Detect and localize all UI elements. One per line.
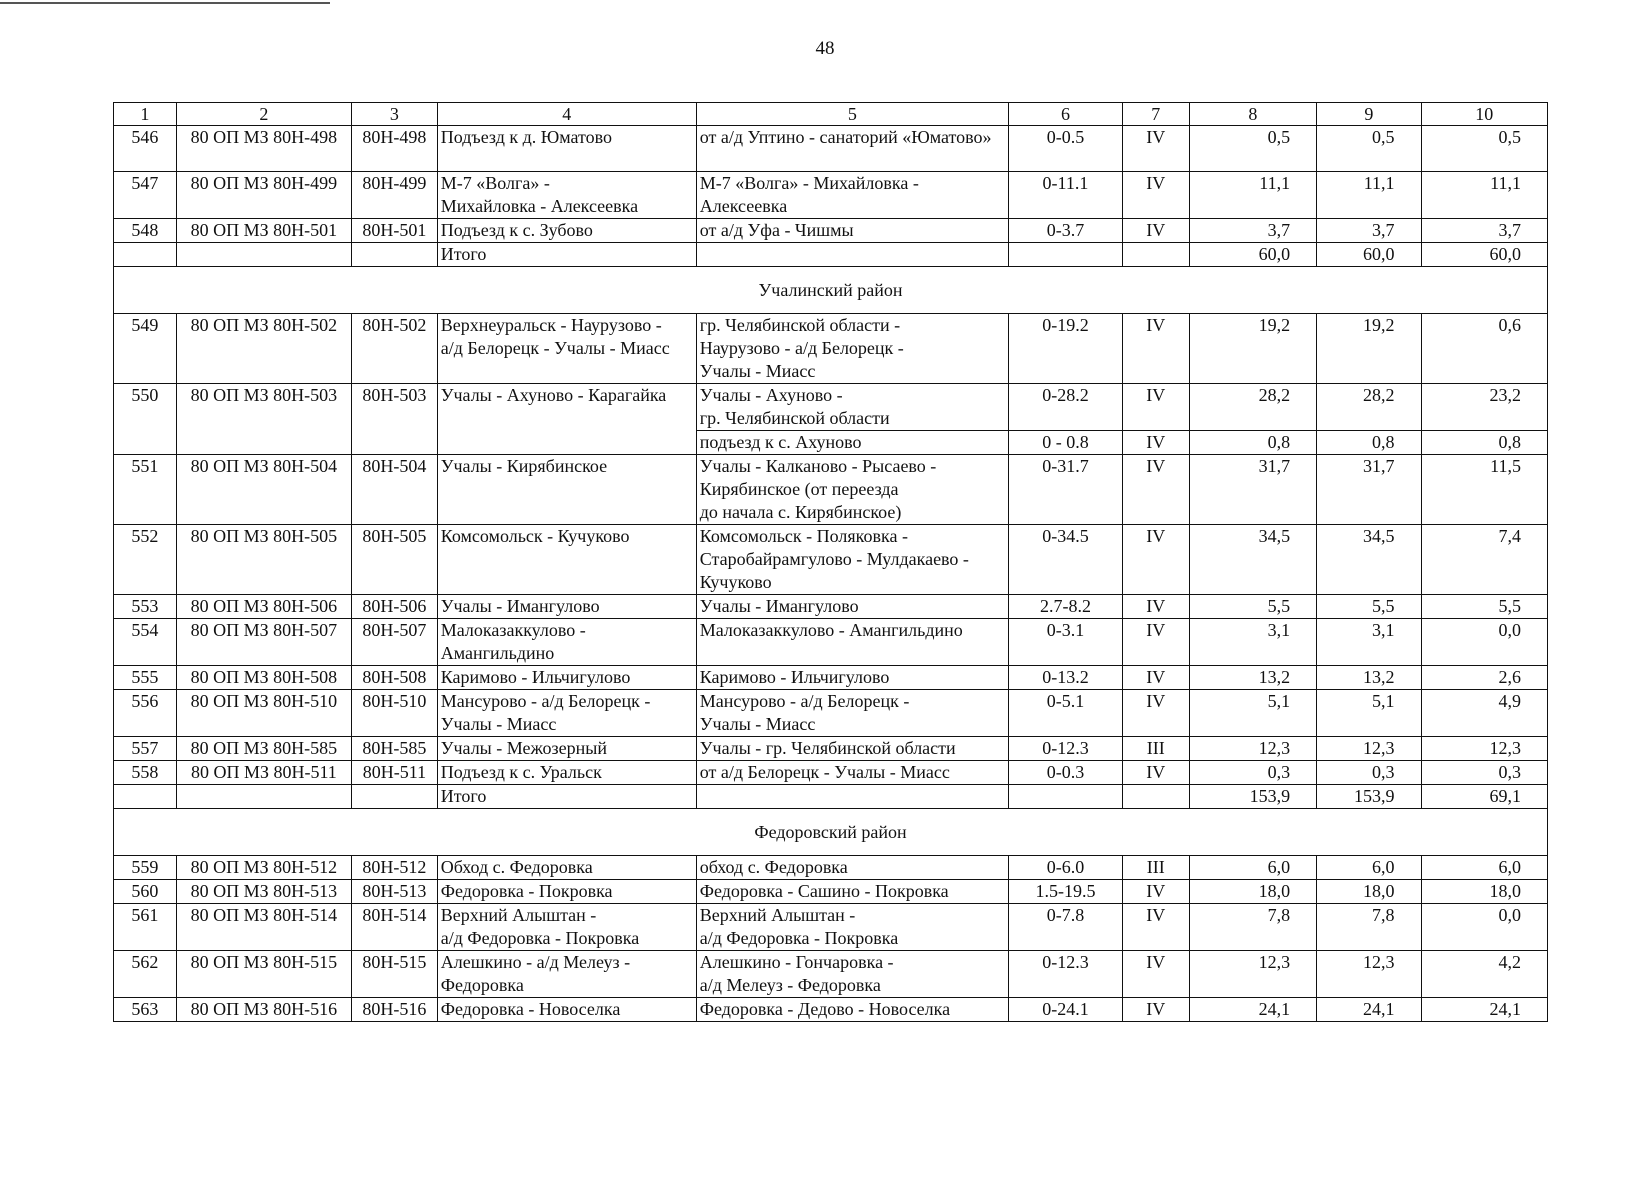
road-short-code: 80Н-585 <box>352 737 438 761</box>
empty-cell <box>176 243 351 267</box>
length-col9: 18,0 <box>1317 880 1421 904</box>
road-route <box>696 172 1008 219</box>
road-name-line: Федоровка - Покровка <box>440 881 613 901</box>
row-number: 553 <box>114 595 177 619</box>
length-total: 28,2 <box>1189 384 1316 431</box>
road-route-line: Наурузово - а/д Белорецк - <box>699 338 904 358</box>
row-number: 562 <box>114 951 177 998</box>
header-cell: 4 <box>437 103 696 126</box>
road-route-line: а/д Федоровка - Покровка <box>699 928 899 948</box>
road-short-code: 80Н-511 <box>352 761 438 785</box>
district-row <box>114 267 1548 314</box>
empty-cell <box>352 243 438 267</box>
road-route-line: от а/д Уптино - санаторий «Юматово» <box>699 127 992 147</box>
row-number: 563 <box>114 998 177 1022</box>
length-col10: 5,5 <box>1421 595 1547 619</box>
road-id: 80 ОП МЗ 80Н-511 <box>176 761 351 785</box>
table-row <box>114 951 1548 998</box>
length-col10: 0,5 <box>1421 126 1547 172</box>
road-id: 80 ОП МЗ 80Н-499 <box>176 172 351 219</box>
km-range: 0-13.2 <box>1009 666 1123 690</box>
road-short-code: 80Н-502 <box>352 314 438 384</box>
road-short-code: 80Н-504 <box>352 455 438 525</box>
table-row <box>114 904 1548 951</box>
road-name-line: Учалы - Межозерный <box>440 738 607 758</box>
row-number: 546 <box>114 126 177 172</box>
road-name <box>437 904 696 951</box>
road-name-line: Обход с. Федоровка <box>440 857 593 877</box>
road-name <box>437 525 696 595</box>
road-id: 80 ОП МЗ 80Н-585 <box>176 737 351 761</box>
road-id: 80 ОП МЗ 80Н-505 <box>176 525 351 595</box>
length-col9: 11,1 <box>1317 172 1421 219</box>
road-short-code: 80Н-513 <box>352 880 438 904</box>
empty-cell <box>352 785 438 809</box>
length-col10: 3,7 <box>1421 219 1547 243</box>
road-name-line: Подъезд к с. Уральск <box>440 762 602 782</box>
road-name-line: Учалы - Имангулово <box>440 596 600 616</box>
road-short-code: 80Н-515 <box>352 951 438 998</box>
road-category: IV <box>1122 314 1189 384</box>
length-total: 12,3 <box>1189 737 1316 761</box>
length-col9: 7,8 <box>1317 904 1421 951</box>
road-short-code: 80Н-516 <box>352 998 438 1022</box>
road-id: 80 ОП МЗ 80Н-504 <box>176 455 351 525</box>
length-total: 34,5 <box>1189 525 1316 595</box>
road-route <box>696 761 1008 785</box>
road-category: IV <box>1122 172 1189 219</box>
table-row <box>114 856 1548 880</box>
table-row <box>114 595 1548 619</box>
km-range: 0-0.5 <box>1009 126 1123 172</box>
road-name-line: Учалы - Ахуново - Карагайка <box>440 385 667 405</box>
length-col10: 11,1 <box>1421 172 1547 219</box>
length-col9: 13,2 <box>1317 666 1421 690</box>
road-route-line: М-7 «Волга» - Михайловка - <box>699 173 919 193</box>
length-col10: 7,4 <box>1421 525 1547 595</box>
road-route-line: гр. Челябинской области <box>699 408 890 428</box>
total-col8: 60,0 <box>1189 243 1316 267</box>
road-route-line: Учалы - Имангулово <box>699 596 859 616</box>
row-number: 547 <box>114 172 177 219</box>
length-col9: 24,1 <box>1317 998 1421 1022</box>
table-row <box>114 880 1548 904</box>
road-short-code: 80Н-498 <box>352 126 438 172</box>
road-name <box>437 172 696 219</box>
road-name <box>437 619 696 666</box>
road-route <box>696 619 1008 666</box>
total-label: Итого <box>437 243 696 267</box>
table-row <box>114 525 1548 595</box>
road-category: III <box>1122 737 1189 761</box>
header-cell: 1 <box>114 103 177 126</box>
road-id: 80 ОП МЗ 80Н-503 <box>176 384 351 455</box>
road-route <box>696 951 1008 998</box>
road-route-line: Учалы - Миасс <box>699 714 816 734</box>
road-short-code: 80Н-499 <box>352 172 438 219</box>
road-name-line: Подъезд к с. Зубово <box>440 220 593 240</box>
km-range: 0-7.8 <box>1009 904 1123 951</box>
empty-cell <box>696 785 1008 809</box>
empty-cell <box>696 243 1008 267</box>
road-name-line: Учалы - Кирябинское <box>440 456 608 476</box>
length-col10: 23,2 <box>1421 384 1547 431</box>
km-range: 2.7-8.2 <box>1009 595 1123 619</box>
km-range: 0-5.1 <box>1009 690 1123 737</box>
km-range: 0-31.7 <box>1009 455 1123 525</box>
road-name-line: Каримово - Ильчигулово <box>440 667 631 687</box>
empty-cell <box>176 785 351 809</box>
length-col10: 24,1 <box>1421 998 1547 1022</box>
length-col10: 0,3 <box>1421 761 1547 785</box>
road-name-line: а/д Федоровка - Покровка <box>440 928 640 948</box>
row-number: 560 <box>114 880 177 904</box>
road-name-line: Амангильдино <box>440 643 555 663</box>
table-row <box>114 666 1548 690</box>
total-col9: 60,0 <box>1317 243 1421 267</box>
km-range: 0-28.2 <box>1009 384 1123 431</box>
road-category: IV <box>1122 384 1189 431</box>
district-heading: Учалинский район <box>114 267 1548 314</box>
road-category: IV <box>1122 431 1189 455</box>
road-id: 80 ОП МЗ 80Н-514 <box>176 904 351 951</box>
road-name <box>437 314 696 384</box>
road-route-line: подъезд к с. Ахуново <box>699 432 862 452</box>
length-total: 13,2 <box>1189 666 1316 690</box>
road-route <box>696 314 1008 384</box>
road-category: IV <box>1122 595 1189 619</box>
length-col10: 2,6 <box>1421 666 1547 690</box>
length-total: 0,3 <box>1189 761 1316 785</box>
length-col10: 4,2 <box>1421 951 1547 998</box>
road-category: IV <box>1122 126 1189 172</box>
road-id: 80 ОП МЗ 80Н-502 <box>176 314 351 384</box>
road-category: IV <box>1122 219 1189 243</box>
table-row <box>114 455 1548 525</box>
road-name-line: М-7 «Волга» - <box>440 173 550 193</box>
road-route <box>696 431 1008 455</box>
road-name-line: Учалы - Миасс <box>440 714 557 734</box>
header-cell: 9 <box>1317 103 1421 126</box>
row-number: 555 <box>114 666 177 690</box>
header-cell: 7 <box>1122 103 1189 126</box>
total-col8: 153,9 <box>1189 785 1316 809</box>
road-route-line: Федоровка - Сашино - Покровка <box>699 881 949 901</box>
road-name-line: Верхний Алыштан - <box>440 905 597 925</box>
road-route <box>696 856 1008 880</box>
km-range: 0-19.2 <box>1009 314 1123 384</box>
road-category: IV <box>1122 525 1189 595</box>
road-route-line: Каримово - Ильчигулово <box>699 667 890 687</box>
road-name-line: а/д Белорецк - Учалы - Миасс <box>440 338 670 358</box>
road-short-code: 80Н-501 <box>352 219 438 243</box>
road-route-line: а/д Мелеуз - Федоровка <box>699 975 881 995</box>
length-total: 0,5 <box>1189 126 1316 172</box>
length-col10: 11,5 <box>1421 455 1547 525</box>
header-cell: 3 <box>352 103 438 126</box>
road-id: 80 ОП МЗ 80Н-508 <box>176 666 351 690</box>
km-range: 0 - 0.8 <box>1009 431 1123 455</box>
road-name-line: Комсомольск - Кучуково <box>440 526 630 546</box>
road-route <box>696 666 1008 690</box>
length-col9: 3,1 <box>1317 619 1421 666</box>
road-short-code: 80Н-514 <box>352 904 438 951</box>
road-route <box>696 384 1008 431</box>
length-col10: 6,0 <box>1421 856 1547 880</box>
km-range: 0-3.1 <box>1009 619 1123 666</box>
length-col10: 18,0 <box>1421 880 1547 904</box>
road-name <box>437 856 696 880</box>
length-total: 6,0 <box>1189 856 1316 880</box>
road-category: IV <box>1122 880 1189 904</box>
road-category: IV <box>1122 904 1189 951</box>
road-name <box>437 690 696 737</box>
road-route <box>696 880 1008 904</box>
empty-cell <box>114 243 177 267</box>
header-cell: 10 <box>1421 103 1547 126</box>
road-id: 80 ОП МЗ 80Н-498 <box>176 126 351 172</box>
road-id: 80 ОП МЗ 80Н-501 <box>176 219 351 243</box>
road-route <box>696 904 1008 951</box>
length-col9: 0,3 <box>1317 761 1421 785</box>
length-col10: 4,9 <box>1421 690 1547 737</box>
length-col9: 3,7 <box>1317 219 1421 243</box>
table-row <box>114 219 1548 243</box>
table-row <box>114 737 1548 761</box>
road-route-line: до начала с. Кирябинское) <box>699 502 902 522</box>
road-name <box>437 384 696 455</box>
road-route <box>696 126 1008 172</box>
road-route-line: Кирябинское (от переезда <box>699 479 899 499</box>
road-route-line: Учалы - гр. Челябинской области <box>699 738 956 758</box>
length-total: 11,1 <box>1189 172 1316 219</box>
road-category: IV <box>1122 690 1189 737</box>
length-col9: 28,2 <box>1317 384 1421 431</box>
row-number: 552 <box>114 525 177 595</box>
road-short-code: 80Н-512 <box>352 856 438 880</box>
road-route-line: Старобайрамгулово - Мулдакаево - <box>699 549 969 569</box>
road-name-line: Федоровка <box>440 975 524 995</box>
empty-cell <box>1122 243 1189 267</box>
header-cell: 2 <box>176 103 351 126</box>
roads-table <box>113 102 1548 1022</box>
km-range: 0-3.7 <box>1009 219 1123 243</box>
table-row <box>114 998 1548 1022</box>
road-name <box>437 595 696 619</box>
length-total: 18,0 <box>1189 880 1316 904</box>
road-route-line: гр. Челябинской области - <box>699 315 901 335</box>
road-route <box>696 998 1008 1022</box>
road-name <box>437 219 696 243</box>
total-row <box>114 785 1548 809</box>
length-total: 19,2 <box>1189 314 1316 384</box>
header-row <box>114 103 1548 126</box>
length-col9: 34,5 <box>1317 525 1421 595</box>
row-number: 559 <box>114 856 177 880</box>
row-number: 551 <box>114 455 177 525</box>
length-total: 31,7 <box>1189 455 1316 525</box>
length-col9: 0,8 <box>1317 431 1421 455</box>
top-rule <box>0 2 330 4</box>
length-col10: 0,0 <box>1421 904 1547 951</box>
length-col9: 5,1 <box>1317 690 1421 737</box>
road-route-line: обход с. Федоровка <box>699 857 848 877</box>
length-col9: 5,5 <box>1317 595 1421 619</box>
road-route-line: Кучуково <box>699 572 772 592</box>
district-heading: Федоровский район <box>114 809 1548 856</box>
road-route <box>696 690 1008 737</box>
header-cell: 8 <box>1189 103 1316 126</box>
road-category: IV <box>1122 951 1189 998</box>
road-short-code: 80Н-506 <box>352 595 438 619</box>
road-name-line: Малоказаккулово - <box>440 620 586 640</box>
road-name-line: Михайловка - Алексеевка <box>440 196 639 216</box>
table-row <box>114 126 1548 172</box>
header-cell: 6 <box>1009 103 1123 126</box>
road-category: III <box>1122 856 1189 880</box>
km-range: 0-0.3 <box>1009 761 1123 785</box>
row-number: 548 <box>114 219 177 243</box>
empty-cell <box>1122 785 1189 809</box>
road-route <box>696 525 1008 595</box>
road-route <box>696 219 1008 243</box>
road-route-line: Мансурово - а/д Белорецк - <box>699 691 910 711</box>
road-name <box>437 761 696 785</box>
length-col10: 0,8 <box>1421 431 1547 455</box>
road-route-line: Учалы - Миасс <box>699 361 816 381</box>
empty-cell <box>114 785 177 809</box>
road-name <box>437 737 696 761</box>
district-row <box>114 809 1548 856</box>
length-total: 0,8 <box>1189 431 1316 455</box>
row-number: 550 <box>114 384 177 455</box>
km-range: 1.5-19.5 <box>1009 880 1123 904</box>
road-name <box>437 126 696 172</box>
total-row <box>114 243 1548 267</box>
km-range: 0-12.3 <box>1009 737 1123 761</box>
total-col10: 60,0 <box>1421 243 1547 267</box>
length-col9: 12,3 <box>1317 951 1421 998</box>
road-short-code: 80Н-508 <box>352 666 438 690</box>
length-col10: 12,3 <box>1421 737 1547 761</box>
table-body <box>114 103 1548 1022</box>
road-route-line: Малоказаккулово - Амангильдино <box>699 620 963 640</box>
road-short-code: 80Н-505 <box>352 525 438 595</box>
length-col9: 6,0 <box>1317 856 1421 880</box>
km-range: 0-11.1 <box>1009 172 1123 219</box>
road-name-line: Алешкино - а/д Мелеуз - <box>440 952 631 972</box>
road-route <box>696 455 1008 525</box>
table-row <box>114 384 1548 431</box>
road-name <box>437 998 696 1022</box>
road-name <box>437 666 696 690</box>
empty-cell <box>1009 243 1123 267</box>
road-short-code: 80Н-510 <box>352 690 438 737</box>
length-total: 24,1 <box>1189 998 1316 1022</box>
road-route-line: от а/д Уфа - Чишмы <box>699 220 854 240</box>
road-route-line: Комсомольск - Поляковка - <box>699 526 908 546</box>
road-category: IV <box>1122 666 1189 690</box>
road-route-line: Алешкино - Гончаровка - <box>699 952 894 972</box>
road-route-line: Алексеевка <box>699 196 788 216</box>
road-id: 80 ОП МЗ 80Н-513 <box>176 880 351 904</box>
length-total: 7,8 <box>1189 904 1316 951</box>
length-col9: 0,5 <box>1317 126 1421 172</box>
road-id: 80 ОП МЗ 80Н-507 <box>176 619 351 666</box>
road-route-line: Учалы - Калканово - Рысаево - <box>699 456 937 476</box>
road-id: 80 ОП МЗ 80Н-510 <box>176 690 351 737</box>
length-col9: 12,3 <box>1317 737 1421 761</box>
road-route-line: от а/д Белорецк - Учалы - Миасс <box>699 762 950 782</box>
road-short-code: 80Н-507 <box>352 619 438 666</box>
road-id: 80 ОП МЗ 80Н-512 <box>176 856 351 880</box>
road-name <box>437 951 696 998</box>
km-range: 0-34.5 <box>1009 525 1123 595</box>
km-range: 0-6.0 <box>1009 856 1123 880</box>
empty-cell <box>1009 785 1123 809</box>
table-row <box>114 314 1548 384</box>
length-col10: 0,0 <box>1421 619 1547 666</box>
table-row <box>114 761 1548 785</box>
row-number: 556 <box>114 690 177 737</box>
road-name-line: Мансурово - а/д Белорецк - <box>440 691 651 711</box>
road-route-line: Учалы - Ахуново - <box>699 385 843 405</box>
total-col9: 153,9 <box>1317 785 1421 809</box>
road-route-line: Верхний Алыштан - <box>699 905 856 925</box>
road-category: IV <box>1122 455 1189 525</box>
road-route <box>696 595 1008 619</box>
road-id: 80 ОП МЗ 80Н-516 <box>176 998 351 1022</box>
road-short-code: 80Н-503 <box>352 384 438 455</box>
road-name-line: Подъезд к д. Юматово <box>440 127 613 147</box>
km-range: 0-24.1 <box>1009 998 1123 1022</box>
length-total: 3,7 <box>1189 219 1316 243</box>
road-route-line: Федоровка - Дедово - Новоселка <box>699 999 951 1019</box>
row-number: 558 <box>114 761 177 785</box>
road-id: 80 ОП МЗ 80Н-506 <box>176 595 351 619</box>
row-number: 561 <box>114 904 177 951</box>
page-number: 48 <box>815 38 835 59</box>
table-row <box>114 619 1548 666</box>
total-label: Итого <box>437 785 696 809</box>
length-total: 12,3 <box>1189 951 1316 998</box>
header-cell: 5 <box>696 103 1008 126</box>
length-total: 5,5 <box>1189 595 1316 619</box>
length-total: 3,1 <box>1189 619 1316 666</box>
road-name-line: Федоровка - Новоселка <box>440 999 621 1019</box>
road-name <box>437 455 696 525</box>
total-col10: 69,1 <box>1421 785 1547 809</box>
row-number: 557 <box>114 737 177 761</box>
road-category: IV <box>1122 619 1189 666</box>
length-col9: 31,7 <box>1317 455 1421 525</box>
length-col9: 19,2 <box>1317 314 1421 384</box>
km-range: 0-12.3 <box>1009 951 1123 998</box>
length-col10: 0,6 <box>1421 314 1547 384</box>
road-route <box>696 737 1008 761</box>
road-category: IV <box>1122 998 1189 1022</box>
road-id: 80 ОП МЗ 80Н-515 <box>176 951 351 998</box>
row-number: 549 <box>114 314 177 384</box>
road-category: IV <box>1122 761 1189 785</box>
road-name-line: Верхнеуральск - Наурузово - <box>440 315 662 335</box>
table-row <box>114 172 1548 219</box>
road-name <box>437 880 696 904</box>
row-number: 554 <box>114 619 177 666</box>
length-total: 5,1 <box>1189 690 1316 737</box>
table-row <box>114 690 1548 737</box>
